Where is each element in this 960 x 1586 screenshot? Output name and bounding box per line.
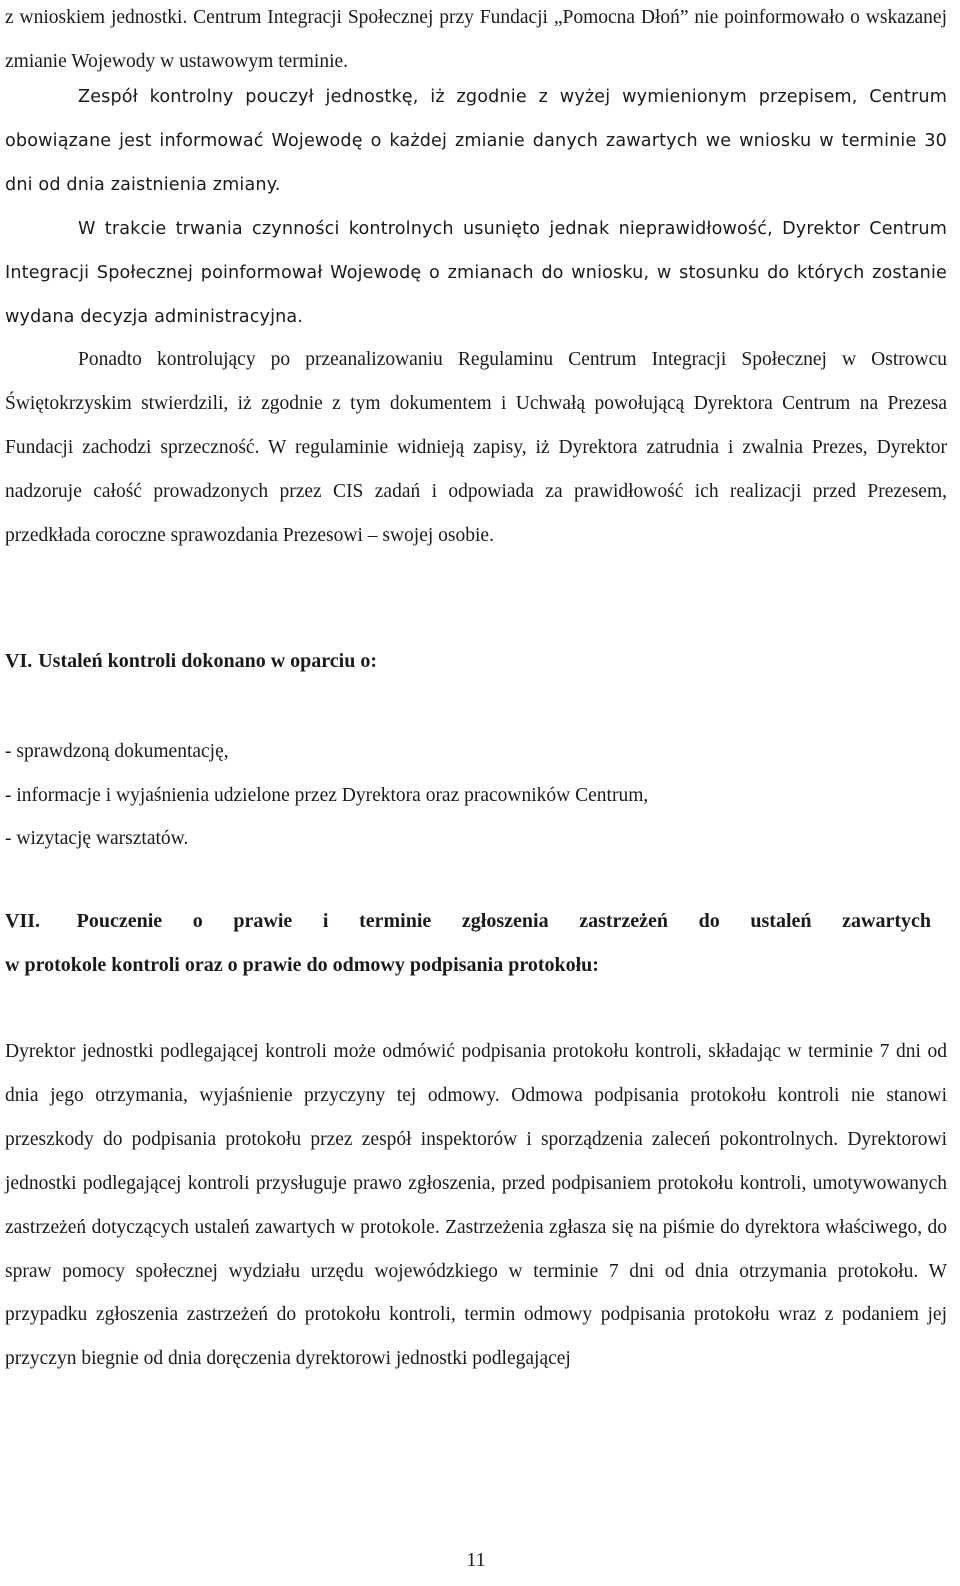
section-vi-title: Ustaleń kontroli dokonano w oparciu o: xyxy=(38,650,378,672)
paragraph-right-to-refuse: Dyrektor jednostki podlegającej kontroli może odmówić podpisania protokołu kontroli, składając w terminie 7 dni od dnia jego otrzymania, wyjaśnienie przyczyny tej odmowy. Odmowa podpisania protokołu kontroli nie stanowi przeszkody do podpisania protokołu przez zespół inspektorów i sporządzenia zaleceń pokontrolnych. Dyrektorowi jednostki podlegającej kontroli przysługuje prawo zgłoszenia, przed podpisaniem protokołu kontroli, umotywowanych zastrzeżeń dotyczących ustaleń zawartych w protokole. Zastrzeżenia zgłasza się na piśmie do dyrektora właściwego, do spraw pomocy społecznej wydziału urzędu wojewódzkiego w terminie 7 dni od dnia otrzymania protokołu. W przypadku zgłoszenia zastrzeżeń do protokołu kontroli, termin odmowy podpisania protokołu wraz z podaniem jej przyczyn biegnie od dnia doręczenia dyrektorowi jednostki podlegającej xyxy=(5,1041,947,1370)
section-vi-heading xyxy=(5,640,947,684)
page-number: 11 xyxy=(466,1549,486,1571)
evidence-list xyxy=(5,730,947,861)
list-item: - wizytację warsztatów. xyxy=(5,828,189,849)
paragraph-intro: z wnioskiem jednostki. Centrum Integracji Społecznej przy Fundacji „Pomocna Dłoń” nie poinformowało o wskazanej zmianie Wojewody w ustawowym terminie. xyxy=(5,7,947,72)
list-item: - informacje i wyjaśnienia udzielone przez Dyrektora oraz pracowników Centrum, xyxy=(5,784,649,806)
paragraph-correction: W trakcie trwania czynności kontrolnych usunięto jednak nieprawidłowość, Dyrektor Centrum Integracji Społecznej poinformował Wojewodę o zmianach do wniosku, w stosunku do których zostanie wydana decyzja administracyjna. xyxy=(5,219,947,327)
list-item: - sprawdzoną dokumentację, xyxy=(5,741,229,762)
section-vii-title-line1: Pouczenie o prawie i terminie zgłoszenia zastrzeżeń do ustaleń zawartych xyxy=(76,910,931,932)
section-vii-heading xyxy=(5,900,947,988)
section-vii-title-line2: w protokole kontroli oraz o prawie do odmowy podpisania protokołu: xyxy=(5,953,599,976)
section-vi-number: VI. xyxy=(5,650,33,672)
paragraph-contradiction: Ponadto kontrolujący po przeanalizowaniu Regulaminu Centrum Integracji Społecznej w Ostrowcu Świętokrzyskim stwierdzili, iż zgodnie z tym dokumentem i Uchwałą powołującą Dyrektora Centrum na Prezesa Fundacji zachodzi sprzeczność. W regulaminie widnieją zapisy, iż Dyrektora zatrudnia i zwalnia Prezes, Dyrektor nadzoruje całość prowadzonych przez CIS zadań i odpowiada za prawidłowość ich realizacji przed Prezesem, przedkłada coroczne sprawozdania Prezesowi – swojej osobie. xyxy=(5,349,947,546)
paragraph-instruction: Zespół kontrolny pouczył jednostkę, iż zgodnie z wyżej wymienionym przepisem, Centrum obowiązane jest informować Wojewodę o każdej zmianie danych zawartych we wniosku w terminie 30 dni od dnia zaistnienia zmiany. xyxy=(5,87,947,195)
section-vii-number: VII. xyxy=(5,910,41,932)
